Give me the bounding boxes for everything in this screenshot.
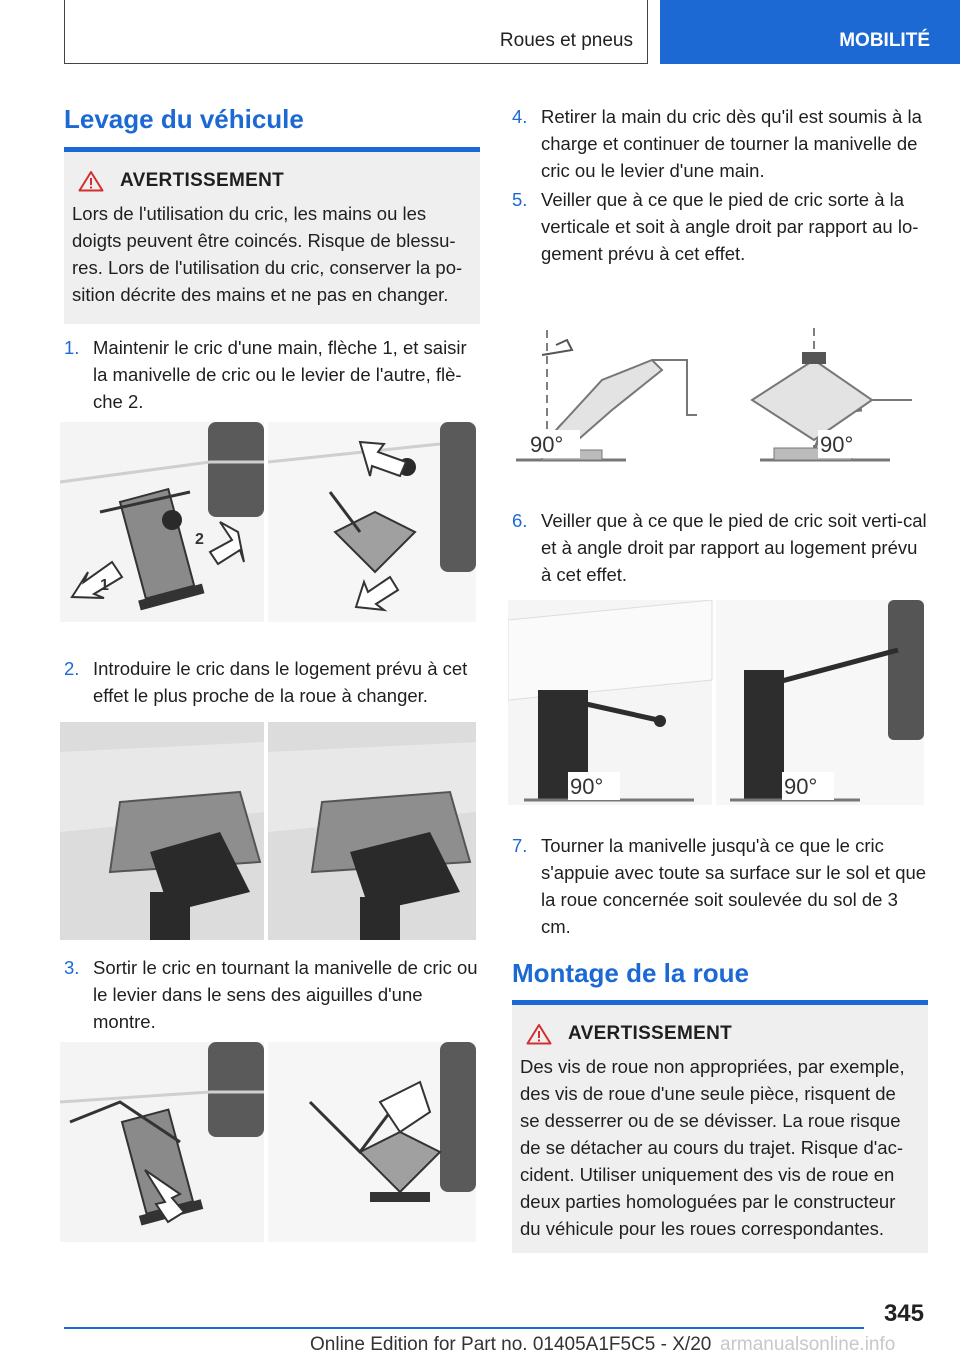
warning-title: AVERTISSEMENT <box>120 170 285 191</box>
step-number: 4. <box>512 106 528 127</box>
step-number: 3. <box>64 957 80 978</box>
angle-label-right: 90° <box>820 432 854 457</box>
step-5 <box>512 186 928 267</box>
page-number: 345 <box>883 1300 924 1327</box>
step-text: Retirer la main du cric dès qu'il est soumis à la charge et continuer de tourner la manivelle de cric ou le levier d'une main. <box>541 106 922 181</box>
warning-box <box>64 152 480 324</box>
step-number: 2. <box>64 658 80 679</box>
figure-jack-vertical-photo <box>508 600 924 805</box>
step-number: 5. <box>512 189 528 210</box>
section-heading-lifting: Levage du véhicule <box>64 104 304 134</box>
step-text: Veiller que à ce que le pied de cric soit verti-cal et à angle droit par rapport au logement prévu à cet effet. <box>541 510 927 585</box>
header-chapter-tab: MOBILITÉ <box>660 0 960 64</box>
step-3 <box>64 954 480 1035</box>
step-7 <box>512 832 928 940</box>
warning-triangle-icon <box>78 170 104 192</box>
step-number: 6. <box>512 510 528 531</box>
footer-rule <box>64 1327 864 1329</box>
step-text: Tourner la manivelle jusqu'à ce que le cric s'appuie avec toute sa surface sur le sol et que la roue concernée soit soulevée du sol de 3 cm. <box>541 835 927 937</box>
step-number: 7. <box>512 835 528 856</box>
warning-text: Lors de l'utilisation du cric, les mains ou les doigts peuvent être coincés. Risque de blessu-res. Lors de l'utilisation du cric, conserver la po-sition décrite des mains et ne pas en changer. <box>72 203 463 305</box>
section-heading-wheel-mount: Montage de la roue <box>512 958 749 988</box>
figure-jack-right-angle-diagram <box>512 320 928 470</box>
footer-watermark: armanualsonline.info <box>720 1334 896 1355</box>
header-section-box <box>64 0 648 64</box>
step-1 <box>64 334 480 415</box>
figure-jack-positioning <box>60 422 476 622</box>
step-6 <box>512 507 928 588</box>
warning-title-row <box>526 1021 920 1047</box>
step-text: Introduire le cric dans le logement prévu à cet effet le plus proche de la roue à changer. <box>93 658 468 706</box>
angle-label-photo-right: 90° <box>784 774 818 799</box>
figure-jack-mount-point <box>60 722 476 940</box>
step-text: Veiller que à ce que le pied de cric sorte à la verticale et soit à angle droit par rapport au lo-gement prévu à cet effet. <box>541 189 919 264</box>
arrow-label-1: 1 <box>100 577 109 594</box>
arrow-label-2: 2 <box>195 531 204 548</box>
step-number: 1. <box>64 337 80 358</box>
step-text: Maintenir le cric d'une main, flèche 1, et saisir la manivelle de cric ou le levier de l'autre, flè-che 2. <box>93 337 467 412</box>
step-2 <box>64 655 480 709</box>
figure-jack-cranking <box>60 1042 476 1242</box>
warning-title: AVERTISSEMENT <box>568 1023 733 1044</box>
warning-triangle-icon <box>526 1023 552 1045</box>
warning-text: Des vis de roue non appropriées, par exemple, des vis de roue d'une seule pièce, risquent de se desserrer ou de se dévisser. La roue risque de se détacher au cours du trajet. Risque d'ac-cident. Utiliser uniquement des vis de roue en deux parties homologuées par le constructeur du véhicule pour les roues correspondantes. <box>520 1056 905 1239</box>
warning-box-wheel <box>512 1005 928 1253</box>
footer-edition: Online Edition for Part no. 01405A1F5C5 - X/20 <box>310 1334 712 1355</box>
angle-label-left: 90° <box>530 432 564 457</box>
angle-label-photo-left: 90° <box>570 774 604 799</box>
warning-title-row <box>78 168 472 194</box>
step-text: Sortir le cric en tournant la manivelle de cric ou le levier dans le sens des aiguilles d'une montre. <box>93 957 478 1032</box>
step-4 <box>512 103 928 184</box>
header-section-title: Roues et pneus <box>499 30 633 51</box>
